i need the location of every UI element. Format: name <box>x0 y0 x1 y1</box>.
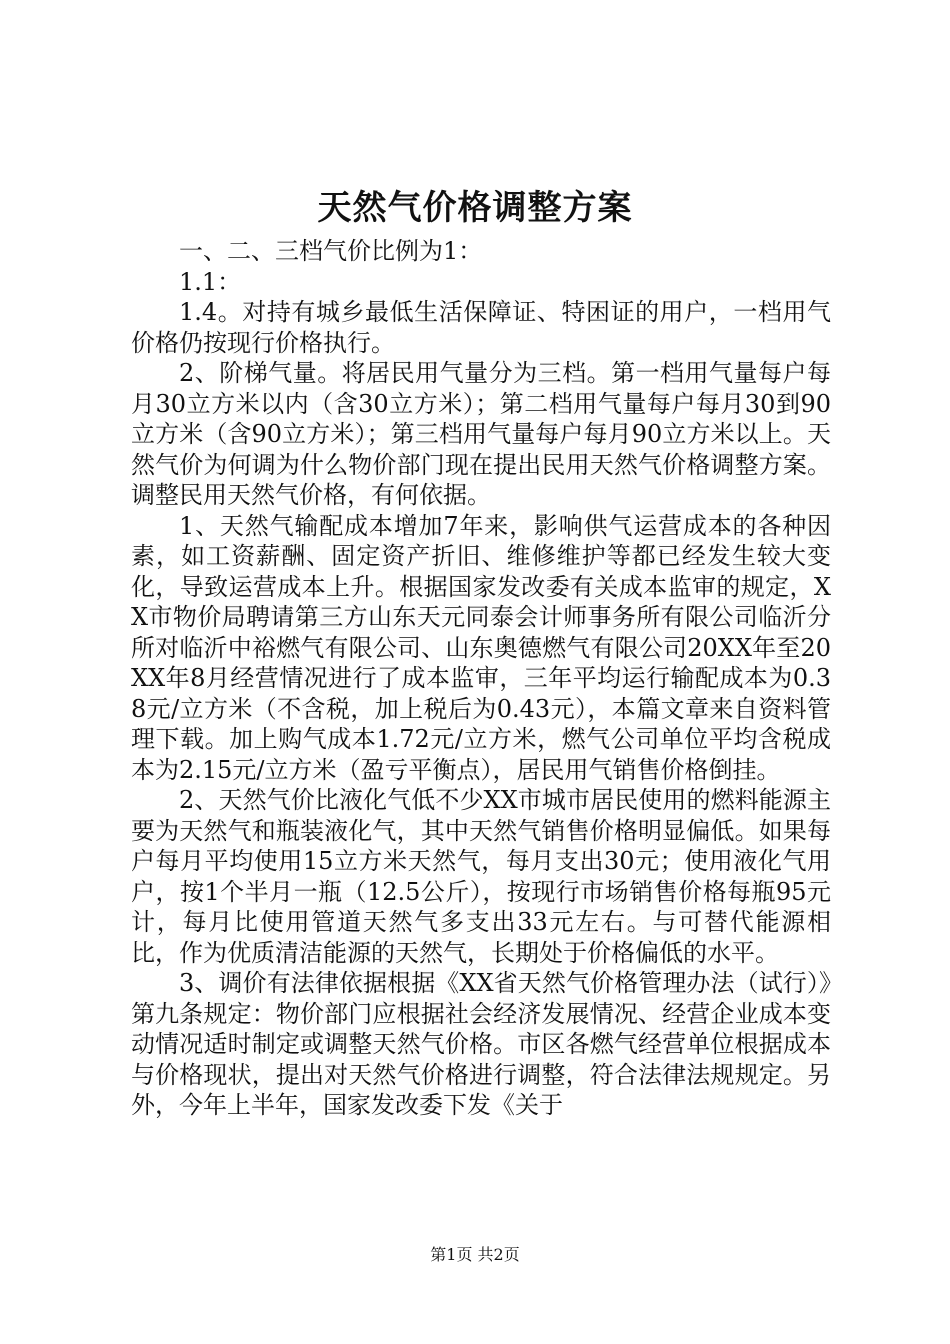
document-body <box>131 236 831 1121</box>
paragraph: 2、天然气价比液化气低不少XX市城市居民使用的燃料能源主要为天然气和瓶装液化气，其中天然气销售价格明显偏低。如果每户每月平均使用15立方米天然气，每月支出30元；使用液化气用户，按1个半月一瓶（12.5公斤），按现行市场销售价格每瓶95元计，每月比使用管道天然气多支出33元左右。与可替代能源相比，作为优质清洁能源的天然气，长期处于价格偏低的水平。 <box>131 786 831 967</box>
document-title: 天然气价格调整方案 <box>317 188 633 228</box>
paragraph: 2、阶梯气量。将居民用气量分为三档。第一档用气量每户每月30立方米以内（含30立方米）；第二档用气量每户每月30到90立方米（含90立方米）；第三档用气量每户每月90立方米以上。天然气价为何调为什么物价部门现在提出民用天然气价格调整方案。调整民用天然气价格，有何依据。 <box>131 359 831 509</box>
paragraph: 1、天然气输配成本增加7年来，影响供气运营成本的各种因素，如工资薪酬、固定资产折旧、维修维护等都已经发生较大变化，导致运营成本上升。根据国家发改委有关成本监审的规定，XX市物价局聘请第三方山东天元同泰会计师事务所有限公司临沂分所对临沂中裕燃气有限公司、山东奥德燃气有限公司20XX年至20XX年8月经营情况进行了成本监审，三年平均运行输配成本为0.38元/立方米（不含税，加上税后为0.43元），本篇文章来自资料管理下载。加上购气成本1.72元/立方米，燃气公司单位平均含税成本为2.15元/立方米（盈亏平衡点），居民用气销售价格倒挂。 <box>131 511 831 784</box>
page-footer: 第1页 共2页 <box>430 1245 520 1264</box>
paragraph: 1.1： <box>179 267 242 296</box>
paragraph: 一、二、三档气价比例为1： <box>179 237 483 265</box>
paragraph: 1.4。对持有城乡最低生活保障证、特困证的用户，一档用气价格仍按现行价格执行。 <box>131 298 831 357</box>
paragraph: 3、调价有法律依据根据《XX省天然气价格管理办法（试行）》第九条规定：物价部门应根据社会经济发展情况、经营企业成本变动情况适时制定或调整天然气价格。市区各燃气经营单位根据成本与价格现状，提出对天然气价格进行调整，符合法律法规规定。另外，今年上半年，国家发改委下发《关于 <box>131 969 831 1119</box>
